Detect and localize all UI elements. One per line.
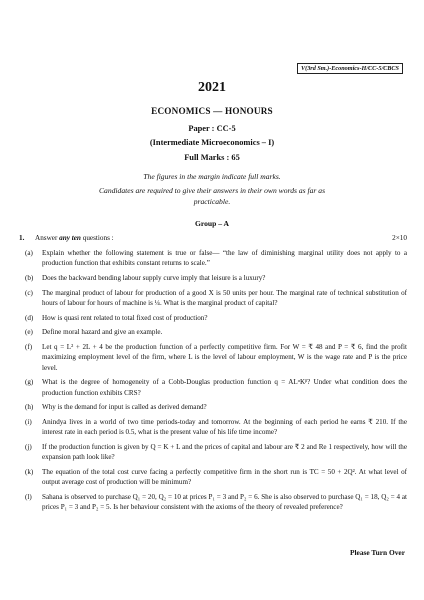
- course-title: (Intermediate Microeconomics – I): [149, 138, 275, 147]
- sub-question: [25, 492, 407, 513]
- sub-question-text: The equation of the total cost curve facing a perfectly competitive firm in the short run is TC = 50 + 2Q². At what level of output average cost of production will be minimum?: [42, 467, 407, 487]
- sub-question: [25, 417, 407, 438]
- please-turn-over: Please Turn Over: [349, 548, 405, 557]
- sub-question-label: (j): [25, 442, 32, 451]
- sub-question-text: If the production function is given by Q = K + L and the prices of capital and labour are ₹ 2 and Re 1 respectively, how will the expansion path look like?: [42, 442, 407, 462]
- sub-question-text: Explain whether the following statement is true or false— “the law of diminishing marginal utility does not apply to a production function that exhibits constant returns to scale.”: [42, 249, 407, 268]
- sub-question-label: (g): [25, 378, 34, 387]
- sub-question-text: Define moral hazard and give an example.: [42, 328, 163, 337]
- sub-question: [25, 377, 407, 398]
- sub-question-label: (h): [25, 403, 34, 412]
- sub-question: [25, 342, 407, 373]
- sub-question: [25, 313, 407, 323]
- sub-question-text: Why is the demand for input is called as derived demand?: [42, 403, 207, 412]
- sub-question: [25, 273, 407, 283]
- sub-question-label: (c): [25, 288, 33, 297]
- sub-question: [25, 327, 407, 337]
- sub-question-text: Does the backward bending labour supply curve imply that leisure is a luxury?: [42, 273, 266, 282]
- sub-question-label: (b): [25, 273, 34, 282]
- sub-question: [25, 442, 407, 463]
- sub-question-text: How is quasi rent related to total fixed cost of production?: [42, 313, 208, 322]
- sub-question-text: Anindya lives in a world of two time periods-today and tomorrow. At the beginning of each period he earns ₹ 210. If the interest rate in each period is 0.5, what is the present value of his life time income?: [42, 417, 407, 437]
- sub-question-label: (e): [25, 328, 33, 337]
- question-number: 1.: [19, 234, 25, 242]
- sub-question-label: (f): [25, 343, 33, 352]
- instruction-answers: Candidates are required to give their answers in their own words as far as practicable.: [98, 186, 326, 206]
- sub-question-label: (l): [25, 492, 32, 501]
- paper-code: V(3rd Sm.)-Economics-H/CC-5/CBCS: [297, 63, 403, 74]
- group-heading: Group – A: [194, 219, 230, 228]
- full-marks: Full Marks : 65: [184, 153, 240, 162]
- sub-question-list: [25, 248, 407, 517]
- sub-question-label: (k): [25, 467, 34, 476]
- sub-question: [25, 288, 407, 309]
- question-instruction: [35, 234, 114, 242]
- sub-question-text: What is the degree of homogeneity of a Cobb-Douglas production function q = ALᵅKᵝ? Under what condition does the production function exhibits CRS?: [42, 378, 407, 397]
- sub-question: [25, 467, 407, 488]
- lead-emphasis: any ten: [59, 234, 81, 242]
- sub-question-label: (a): [25, 249, 33, 257]
- sub-question-label: (i): [25, 417, 32, 426]
- paper-code-line: Paper : CC-5: [188, 124, 236, 133]
- exam-year: 2021: [198, 80, 226, 95]
- lead-text: Answer: [35, 234, 60, 242]
- question-marks: 2×10: [392, 234, 407, 242]
- sub-question-label: (d): [25, 313, 34, 322]
- sub-question-text: Let q = L² + 2L + 4 be the production function of a perfectly competitive firm. For W = ₹ 48 and P = ₹ 6, find the profit maximizing employment level of the firm, where L is the level of labour employment, W is the wage rate and P is the price level.: [42, 343, 407, 372]
- sub-question: [25, 248, 407, 269]
- lead-text-end: questions :: [80, 234, 114, 242]
- instruction-marks: The figures in the margin indicate full marks.: [143, 172, 281, 181]
- subject-title: ECONOMICS — HONOURS: [151, 106, 273, 116]
- sub-question: [25, 402, 407, 412]
- sub-question-text: Sahana is observed to purchase Q₁ = 20, Q₂ = 10 at prices P₁ = 3 and P₂ = 6. She is also observed to purchase Q₁ = 18, Q₂ = 4 at prices P₁ = 3 and P₂ = 5. Is her behaviour consistent with the axioms of the theory of revealed preference?: [42, 492, 407, 512]
- sub-question-text: The marginal product of labour for production of a good X is 50 units per hour. The marginal rate of technical substitution of hours of labour for hours of machine is ¼. What is the marginal product of capital?: [42, 288, 407, 307]
